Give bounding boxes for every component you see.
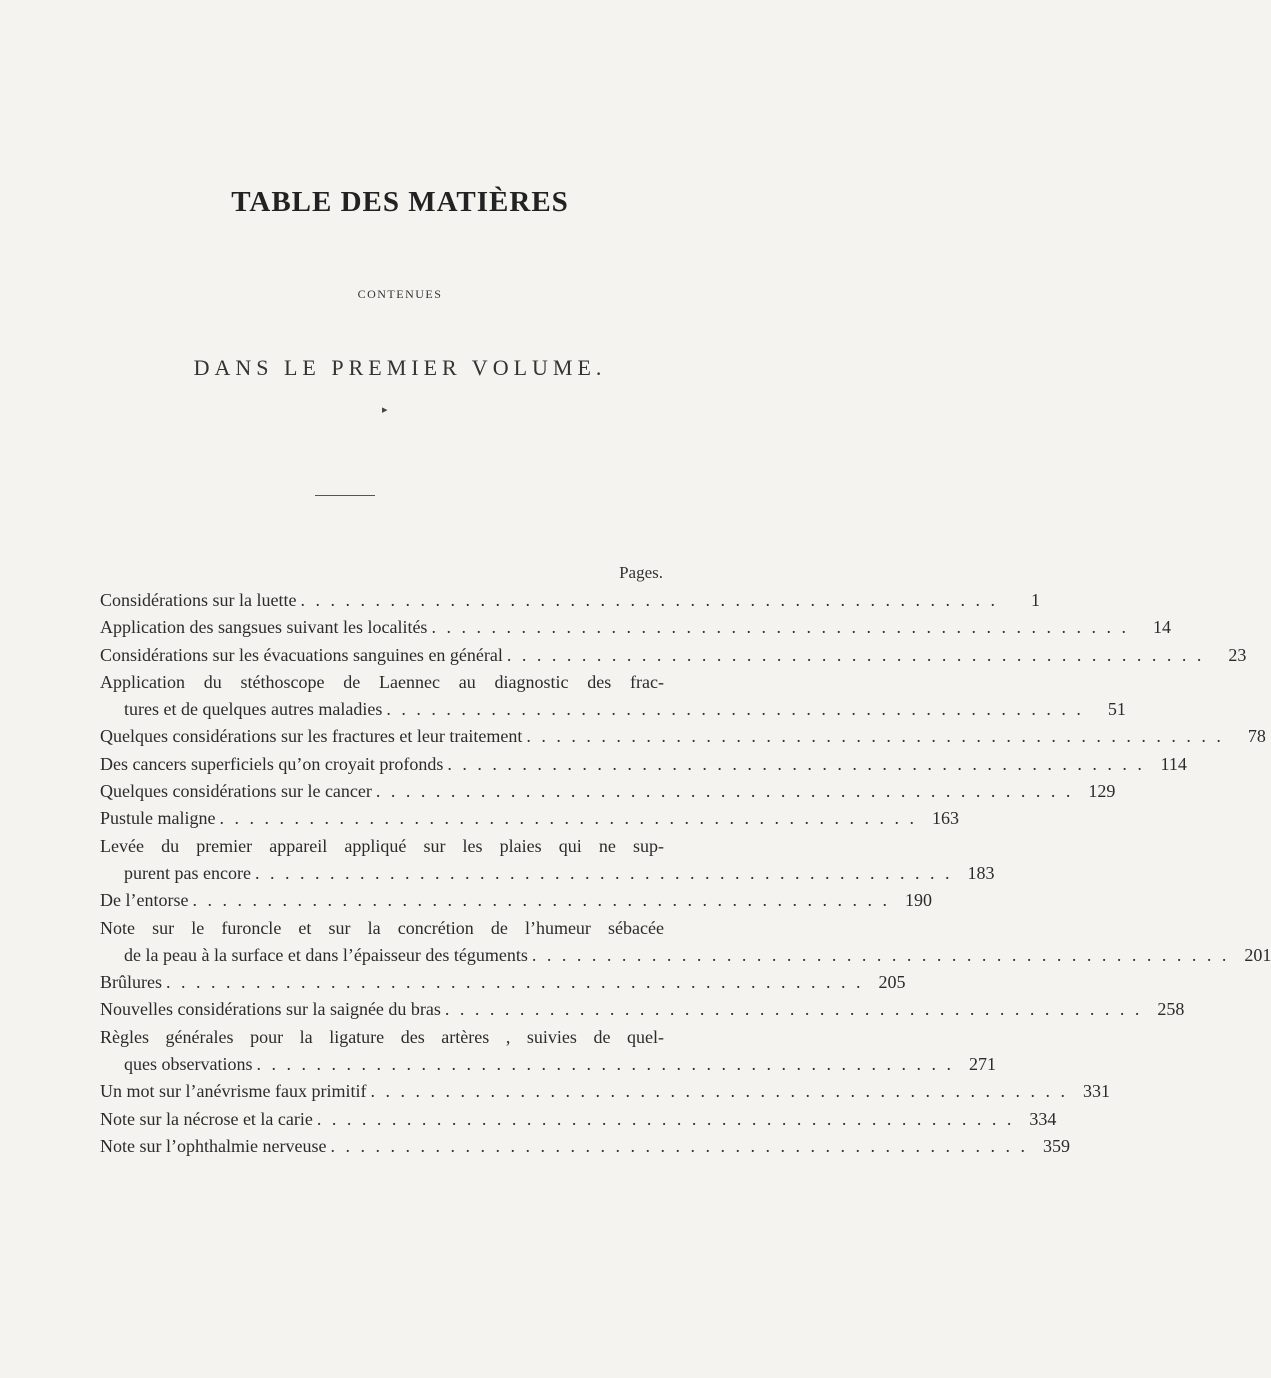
toc-entry-row xyxy=(100,614,1171,641)
leader-dots: . . . . . . . . . . . . . . . . . . . . . . . . . . . . . . . . . . . . . . . . . . . . . . . xyxy=(300,590,998,610)
toc-page-number: 183 xyxy=(967,862,995,883)
toc-entry-title: Un mot sur l’anévrisme faux primitif xyxy=(100,1081,367,1102)
toc-entry xyxy=(100,642,1247,669)
pages-column-label: Pages. xyxy=(619,563,663,582)
toc-page-number: 14 xyxy=(1152,617,1171,638)
toc-entry-row xyxy=(100,942,1271,969)
page-subtitle: CONTENUES xyxy=(357,287,443,301)
toc-entry-title: Quelques considérations sur les fractures et leur traitement xyxy=(100,726,523,747)
toc-page-number: 114 xyxy=(1160,753,1187,774)
toc-entry-title: de la peau à la surface et dans l’épaisseur des téguments xyxy=(124,944,528,965)
toc-entry-row xyxy=(100,751,1187,778)
leader-dots: . . . . . . . . . . . . . . . . . . . . . . . . . . . . . . . . . . . . . . . . . . . . . . . xyxy=(447,753,1145,774)
toc-entry-title: Application des sangsues suivant les localités xyxy=(100,617,428,638)
toc-entry xyxy=(100,915,1271,970)
toc-page-number: 190 xyxy=(904,890,932,911)
leader-dots: . . . . . . . . . . . . . . . . . . . . . . . . . . . . . . . . . . . . . . . . . . . . . . . xyxy=(256,1054,954,1075)
leader-dots: . . . . . . . . . . . . . . . . . . . . . . . . . . . . . . . . . . . . . . . . . . . . . . . xyxy=(444,999,1143,1020)
table-of-contents xyxy=(100,587,1271,1160)
leader-dots: . . . . . . . . . . . . . . . . . . . . . . . . . . . . . . . . . . . . . . . . . . . . . . . xyxy=(316,1108,1015,1129)
toc-page-number: 1 xyxy=(1030,590,1040,610)
toc-entry-row xyxy=(100,723,1266,750)
toc-entry-title: Considérations sur la luette xyxy=(100,590,297,610)
toc-entry-title: Nouvelles considérations sur la saignée du bras xyxy=(100,999,441,1020)
leader-dots: . . . . . . . . . . . . . . . . . . . . . . . . . . . . . . . . . . . . . . . . . . . . . . . xyxy=(192,890,890,911)
leader-dots: . . . . . . . . . . . . . . . . . . . . . . . . . . . . . . . . . . . . . . . . . . . . . . . xyxy=(506,644,1205,665)
leader-dots: . . . . . . . . . . . . . . . . . . . . . . . . . . . . . . . . . . . . . . . . . . . . . . . xyxy=(166,972,864,993)
toc-entry-title: Pustule maligne xyxy=(100,808,216,829)
toc-entry xyxy=(100,778,1116,805)
toc-page-number: 331 xyxy=(1082,1081,1110,1102)
toc-entry xyxy=(100,887,932,914)
toc-entry-title-line: Note sur le furoncle et sur la concrétion de l’humeur sébacée xyxy=(100,917,664,938)
leader-dots: . . . . . . . . . . . . . . . . . . . . . . . . . . . . . . . . . . . . . . . . . . . . . . . xyxy=(386,699,1084,720)
divider-rule xyxy=(315,495,375,496)
toc-entry xyxy=(100,1133,1070,1160)
toc-entry xyxy=(100,805,959,832)
toc-page-number: 163 xyxy=(932,808,959,829)
toc-entry-row xyxy=(100,587,1040,614)
toc-entry-title: De l’entorse xyxy=(100,890,189,911)
toc-entry-title: Quelques considérations sur le cancer xyxy=(100,781,372,802)
leader-dots: . . . . . . . . . . . . . . . . . . . . . . . . . . . . . . . . . . . . . . . . . . . . . . . xyxy=(330,1135,1028,1156)
toc-entry-title: purent pas encore xyxy=(124,862,251,883)
toc-entry-title: Considérations sur les évacuations sanguines en général xyxy=(100,644,503,665)
toc-entry-row xyxy=(100,969,906,996)
leader-dots: . . . . . . . . . . . . . . . . . . . . . . . . . . . . . . . . . . . . . . . . . . . . . . . xyxy=(375,781,1074,802)
toc-entry xyxy=(100,1078,1110,1105)
toc-entry-row xyxy=(100,805,959,832)
toc-entry xyxy=(100,723,1266,750)
toc-entry xyxy=(100,833,995,888)
toc-page-number: 129 xyxy=(1088,781,1116,802)
toc-entry-title: Des cancers superficiels qu’on croyait profonds xyxy=(100,753,444,774)
toc-entry xyxy=(100,969,906,996)
volume-heading: DANS LE PREMIER VOLUME. xyxy=(193,355,607,380)
toc-entry-title: Note sur la nécrose et la carie xyxy=(100,1108,313,1129)
toc-entry xyxy=(100,996,1185,1023)
toc-entry-title: tures et de quelques autres maladies xyxy=(124,699,383,720)
toc-entry-title: Brûlures xyxy=(100,972,162,993)
leader-dots: . . . . . . . . . . . . . . . . . . . . . . . . . . . . . . . . . . . . . . . . . . . . . . . xyxy=(370,1081,1068,1102)
toc-entry xyxy=(100,1024,996,1079)
toc-entry-row xyxy=(100,1078,1110,1105)
toc-page-number: 258 xyxy=(1157,999,1185,1020)
toc-entry xyxy=(100,1106,1057,1133)
toc-page-number: 78 xyxy=(1247,726,1266,747)
toc-entry-row xyxy=(100,1051,996,1078)
toc-page-number: 359 xyxy=(1042,1135,1070,1156)
ornament-icon: ▸ xyxy=(382,404,388,416)
toc-entry-row xyxy=(100,778,1116,805)
page-title: TABLE DES MATIÈRES xyxy=(231,186,569,218)
leader-dots: . . . . . . . . . . . . . . . . . . . . . . . . . . . . . . . . . . . . . . . . . . . . . . . xyxy=(219,808,917,829)
toc-page-number: 51 xyxy=(1107,699,1126,720)
toc-entry-title-line: Application du stéthoscope de Laennec au diagnostic des frac- xyxy=(100,671,664,692)
toc-entry xyxy=(100,751,1187,778)
toc-entry-title: ques observations xyxy=(124,1054,253,1075)
toc-entry-title: Note sur l’ophthalmie nerveuse xyxy=(100,1135,327,1156)
toc-entry-row xyxy=(100,887,932,914)
toc-page-number: 271 xyxy=(968,1054,996,1075)
toc-entry-row xyxy=(100,996,1185,1023)
leader-dots: . . . . . . . . . . . . . . . . . . . . . . . . . . . . . . . . . . . . . . . . . . . . . . . xyxy=(531,944,1230,965)
toc-page-number: 201 xyxy=(1244,944,1271,965)
toc-entry-row xyxy=(100,860,995,887)
toc-page-number: 334 xyxy=(1029,1108,1057,1129)
toc-entry-row xyxy=(100,642,1247,669)
leader-dots: . . . . . . . . . . . . . . . . . . . . . . . . . . . . . . . . . . . . . . . . . . . . . . . xyxy=(431,617,1129,638)
toc-entry-title-line: Levée du premier appareil appliqué sur les plaies qui ne sup- xyxy=(100,835,664,856)
toc-entry xyxy=(100,587,1040,614)
toc-entry-row xyxy=(100,1106,1057,1133)
toc-entry xyxy=(100,669,1126,724)
leader-dots: . . . . . . . . . . . . . . . . . . . . . . . . . . . . . . . . . . . . . . . . . . . . . . . xyxy=(526,726,1224,747)
toc-entry xyxy=(100,614,1171,641)
toc-entry-title-line: Règles générales pour la ligature des artères , suivies de quel- xyxy=(100,1026,664,1047)
toc-entry-row xyxy=(100,1133,1070,1160)
toc-page-number: 205 xyxy=(878,972,906,993)
toc-page-number: 23 xyxy=(1228,644,1247,665)
leader-dots: . . . . . . . . . . . . . . . . . . . . . . . . . . . . . . . . . . . . . . . . . . . . . . . xyxy=(254,862,953,883)
toc-entry-row xyxy=(100,696,1126,723)
